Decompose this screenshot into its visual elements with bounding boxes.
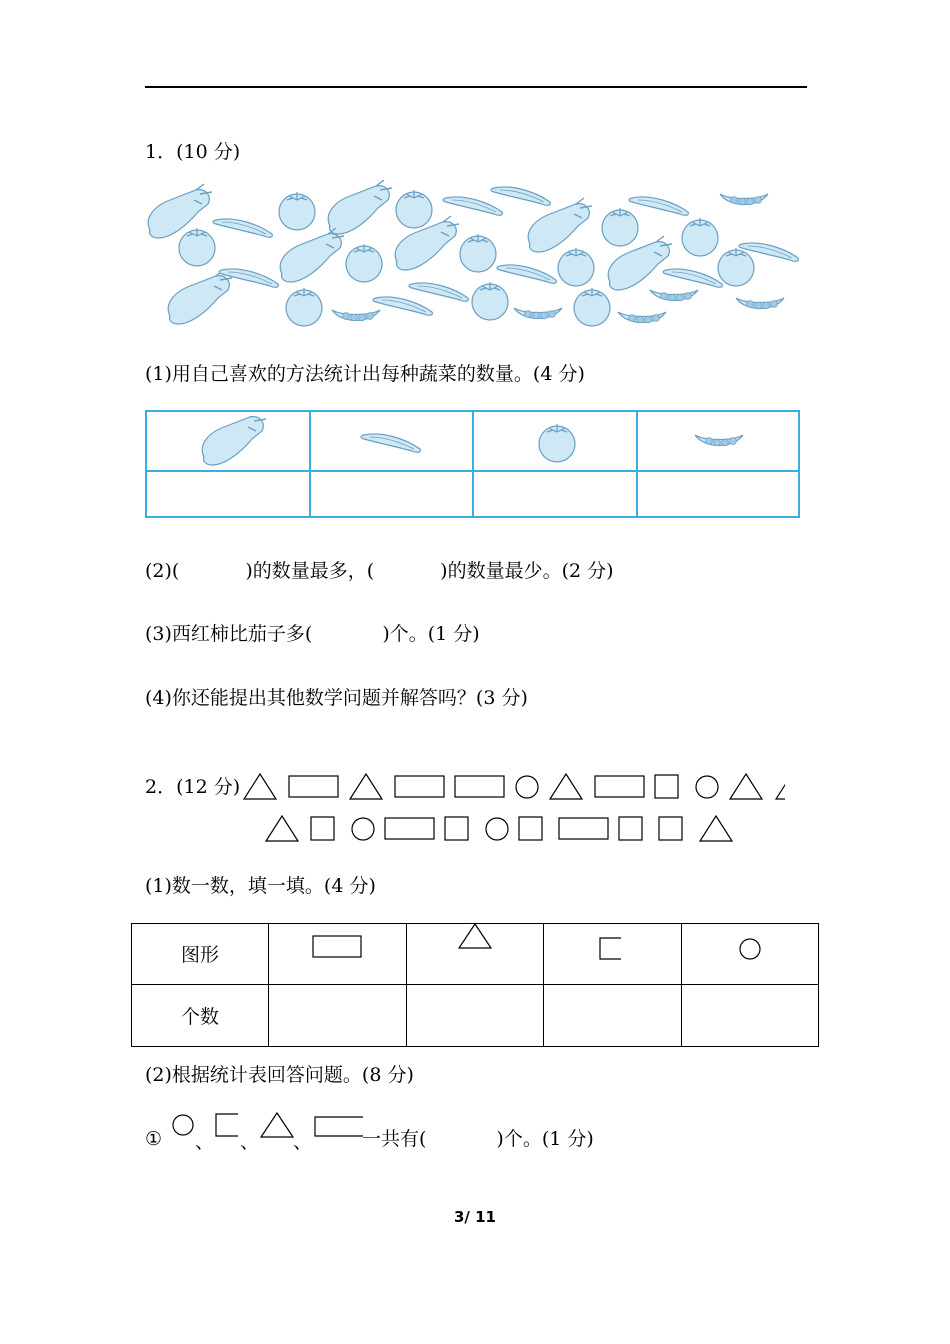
triangle-icon [550,774,582,799]
rectangle-icon [289,776,338,797]
q2-sub1-number: ① [145,1128,163,1150]
triangle-icon [776,774,785,799]
pea-pod-icon [691,426,747,456]
q1-part3-text: )个。(1 分) [382,623,480,645]
circle-icon [737,936,763,962]
answer-cell-triangle[interactable] [407,985,542,1046]
q2-part2: (2)根据统计表回答问题。(8 分) [145,1064,414,1086]
q1-part2-text: (2)( [145,560,180,582]
tomato-icon [396,190,432,228]
circle-icon [170,1113,196,1139]
q1-part2 [145,559,614,583]
eggplant-icon [197,416,267,466]
rectangle-icon [312,934,364,960]
cucumber-icon [409,283,468,301]
rectangle-icon [313,1115,365,1139]
q1-part2-text: )的数量最多，( [245,560,375,582]
tomato-icon [472,282,508,320]
tomato-icon [602,208,638,246]
answer-cell-tomato[interactable] [474,472,634,516]
circle-icon [486,818,508,840]
tomato-icon [718,248,754,286]
square-icon [311,817,334,840]
tomato-icon [179,228,215,266]
q2-sub1-text: )个。(1 分) [496,1128,594,1150]
cucumber-icon [663,269,722,287]
page-number: 3/ 11 [453,1208,496,1226]
answer-cell-cucumber[interactable] [311,472,471,516]
answer-cell-rectangle[interactable] [269,985,405,1046]
pea-pod-icon [514,308,562,319]
separator: 、 [293,1131,313,1153]
answer-cell-square[interactable] [544,985,680,1046]
tomato-icon [682,218,718,256]
cucumber-icon [373,297,432,315]
cucumber-icon [213,219,272,237]
rectangle-icon [559,818,608,839]
rectangle-icon [455,776,504,797]
answer-cell-pea-pod[interactable] [638,472,798,516]
tomato-icon [346,244,382,282]
q1-part2-text: )的数量最少。(2 分) [440,560,614,582]
cucumber-icon [443,197,502,215]
vegetable-count-table [145,410,800,518]
shape-sequence-row1 [240,770,785,804]
tomato-icon [460,234,496,272]
rectangle-icon [395,776,444,797]
shape-sequence-row2 [262,812,737,846]
circle-icon [352,818,374,840]
triangle-icon [259,1111,295,1139]
table-label-shape: 图形 [180,944,219,966]
cucumber-icon [629,197,688,215]
shape-count-table [131,923,819,1047]
pea-pod-icon [332,310,380,321]
rectangle-icon [595,776,644,797]
vegetable-cluster [140,180,810,330]
cucumber-icon [497,265,556,283]
q2-sub1-text: 一共有( [362,1128,427,1150]
square-icon [619,817,642,840]
pea-pod-icon [736,298,784,309]
eggplant-icon [328,180,392,234]
cucumber-icon [491,187,550,205]
separator: 、 [240,1131,260,1153]
header-rule [145,86,807,88]
square-icon [445,817,468,840]
pea-pod-icon [720,194,768,205]
tomato-icon [532,418,582,466]
q1-part4: (4)你还能提出其他数学问题并解答吗？(3 分) [145,687,528,709]
triangle-icon [730,774,762,799]
triangle-icon [244,774,276,799]
square-icon [214,1112,242,1138]
q1-heading: 1．(10 分) [145,141,241,163]
circle-icon [516,776,538,798]
q1-part3 [145,622,480,646]
tomato-icon [558,248,594,286]
answer-cell-circle[interactable] [682,985,818,1046]
triangle-icon [350,774,382,799]
answer-cell-eggplant[interactable] [149,472,307,516]
square-icon [659,817,682,840]
pea-pod-icon [650,290,698,301]
cucumber-icon [357,418,427,464]
triangle-icon [700,816,732,841]
q2-part1: (1)数一数，填一填。(4 分) [145,875,376,897]
circle-icon [696,776,718,798]
square-icon [519,817,542,840]
separator: 、 [195,1131,215,1153]
tomato-icon [286,288,322,326]
eggplant-icon [168,270,232,324]
square-icon [655,775,678,798]
square-icon [598,936,624,962]
eggplant-icon [280,228,344,282]
q1-part1: (1)用自己喜欢的方法统计出每种蔬菜的数量。(4 分) [145,363,585,385]
tomato-icon [279,192,315,230]
eggplant-icon [528,198,592,252]
tomato-icon [574,288,610,326]
triangle-icon [457,922,493,952]
eggplant-icon [148,184,212,238]
q2-sub1-question [362,1127,594,1151]
q1-part3-text: (3)西红柿比茄子多( [145,623,313,645]
table-label-count: 个数 [180,1006,219,1028]
triangle-icon [266,816,298,841]
q2-heading: 2．(12 分) [145,776,241,798]
rectangle-icon [385,818,434,839]
pea-pod-icon [618,312,666,323]
